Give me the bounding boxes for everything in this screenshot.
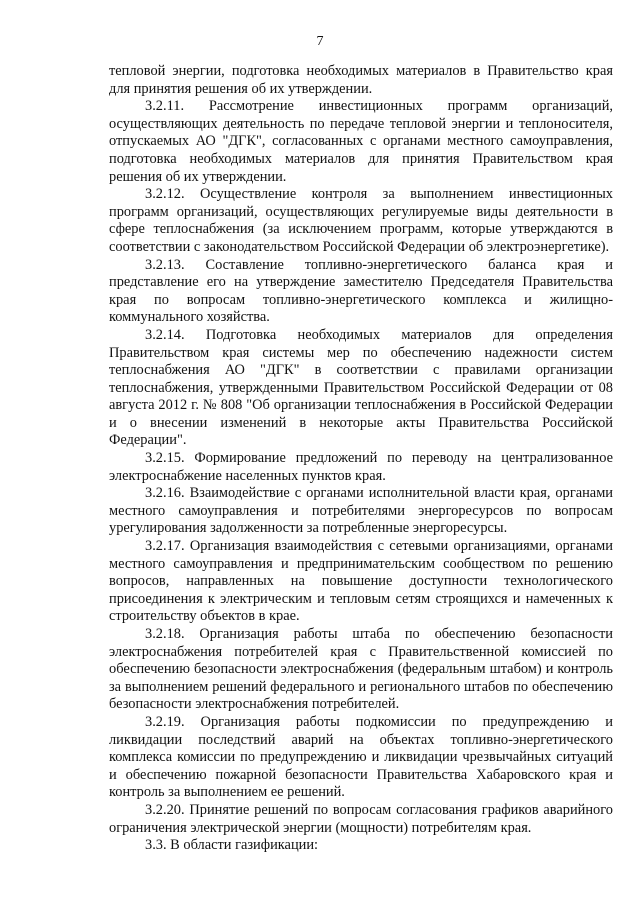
paragraph-3-2-13: 3.2.13. Составление топливно-энергетического баланса края и представление его на утверждение заместителю Председателя Правительства края по вопросам топливно-энергетического комплекса и жилищно-коммунального хозяйства. bbox=[109, 256, 613, 326]
paragraph-3-2-12: 3.2.12. Осуществление контроля за выполнением инвестиционных программ организаций, осуществляющих регулируемые виды деятельности в сфере теплоснабжения (за исключением программ, которые утверждаются в соответствии с законодательством Российской Федерации об электроэнергетике). bbox=[109, 186, 613, 255]
paragraph-3-2-19: 3.2.19. Организация работы подкомиссии по предупреждению и ликвидации последствий аварий на объектах топливно-энергетического комплекса комиссии по предупреждению и ликвидации чрезвычайных ситуаций и обеспечению пожарной безопасности Правительства Хабаровского края и контроль за выполнением ее решений. bbox=[109, 713, 613, 801]
paragraph-3-2-16: 3.2.16. Взаимодействие с органами исполнительной власти края, органами местного самоуправления и потребителями энергоресурсов по вопросам урегулирования задолженности за потребленные энергоресурсы. bbox=[109, 485, 613, 537]
paragraph-3-2-20: 3.2.20. Принятие решений по вопросам согласования графиков аварийного ограничения электрической энергии (мощности) потребителям края. bbox=[109, 801, 613, 836]
page-number: 7 bbox=[316, 34, 324, 49]
paragraph-3-2-18: 3.2.18. Организация работы штаба по обеспечению безопасности электроснабжения потребителей края с Правительственной комиссией по обеспечению безопасности электроснабжения (федеральным штабом) и контроль за выполнением решений федерального и регионального штабов по обеспечению безопасности электроснабжения потребителей. bbox=[109, 626, 613, 713]
section-heading-3-3: 3.3. В области газификации: bbox=[145, 837, 319, 854]
paragraph-3-2-11: 3.2.11. Рассмотрение инвестиционных программ организаций, осуществляющих деятельность по передаче тепловой энергии и теплоносителя, отпускаемых АО "ДГК", согласованных с органами местного самоуправления, подготовка необходимых материалов для принятия Правительством края решения об их утверждении. bbox=[109, 98, 613, 185]
paragraph-3-2-15: 3.2.15. Формирование предложений по переводу на централизованное электроснабжение населенных пунктов края. bbox=[109, 450, 613, 484]
paragraph-3-2-14: 3.2.14. Подготовка необходимых материалов для определения Правительством края системы мер по обеспечению надежности систем теплоснабжения АО "ДГК" в соответствии с правилами организации теплоснабжения, утвержденными Правительством Российской Федерации от 08 августа 2012 г. № 808 "Об организации теплоснабжения в Российской Федерации и о внесении изменений в некоторые акты Правительства Российской Федерации". bbox=[109, 326, 613, 449]
paragraph-continuation: тепловой энергии, подготовка необходимых материалов в Правительство края для принятия решения об их утверждении. bbox=[109, 63, 613, 97]
paragraph-3-2-17: 3.2.17. Организация взаимодействия с сетевыми организациями, органами местного самоуправления и предпринимательским сообществом по решению вопросов, направленных на повышение доступности технологического присоединения к электрическим и тепловым сетям строящихся и намеченных к строительству объектов в крае. bbox=[109, 538, 613, 625]
document-body bbox=[109, 63, 613, 855]
